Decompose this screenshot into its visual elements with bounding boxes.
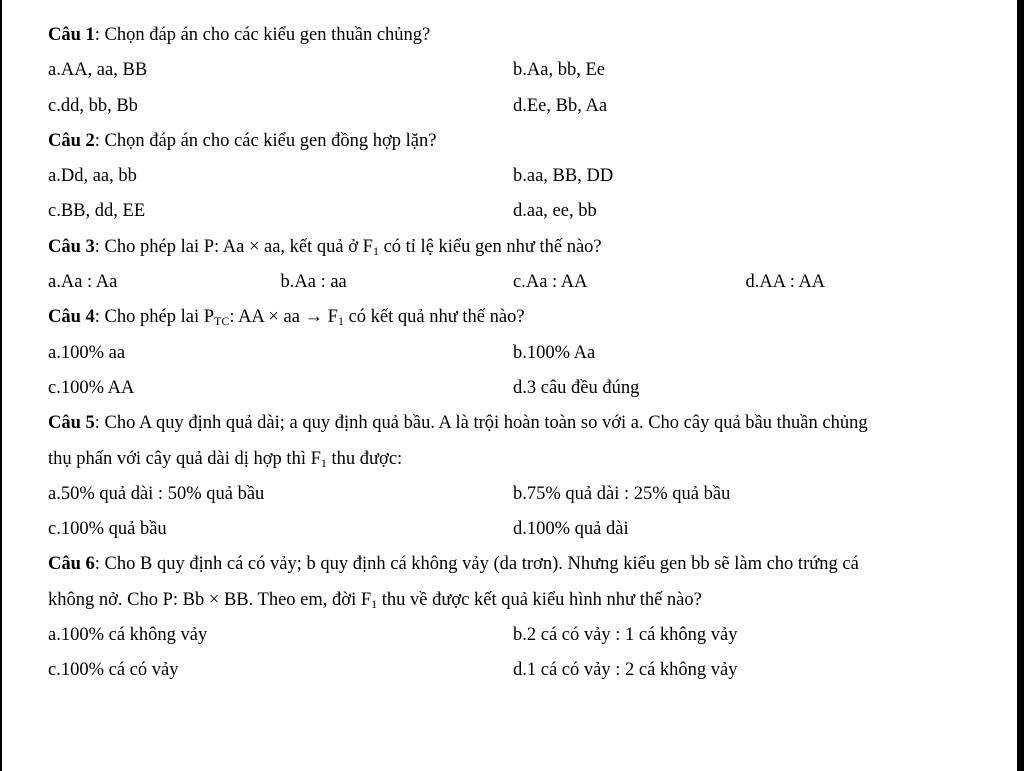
question-label: Câu 4 [48,307,95,328]
question-text: : Chọn đáp án cho các kiểu gen thuần chủng? [94,25,431,45]
option-d[interactable]: d.AA : AA [745,272,826,293]
question-text: có tỉ lệ kiểu gen như thế nào? [378,236,602,257]
subscript: TC [214,314,230,329]
option-c[interactable]: c.100% cá có vảy [48,660,179,681]
question-6-title-line2 [48,583,978,618]
options-row [48,265,978,300]
question-5-title [48,406,978,441]
question-2 [48,124,978,230]
question-text: thụ phấn với cây quả dài dị hợp thì F [48,448,321,469]
question-6-title [48,547,978,582]
question-4-title [48,300,978,335]
option-c[interactable]: c.dd, bb, Bb [48,95,138,116]
options-row [48,477,978,512]
option-a[interactable]: a.Aa : Aa [48,272,118,293]
question-text: : AA × aa → F [229,307,338,328]
question-label: Câu 6 [48,554,95,575]
subscript: 1 [320,455,327,470]
question-text: : Cho phép lai P: Aa × aa, kết quả ở F [94,236,373,257]
quiz-document [48,18,978,689]
option-d[interactable]: d.aa, ee, bb [513,201,597,222]
question-text: : Chọn đáp án cho các kiểu gen đồng hợp lặn? [94,130,437,151]
option-b[interactable]: b.100% Aa [513,342,596,363]
question-label: Câu 2 [48,130,95,151]
options-row [48,194,978,229]
option-c[interactable]: c.100% AA [48,377,135,398]
question-label: Câu 5 [48,413,95,434]
option-a[interactable]: a.100% aa [48,342,126,363]
option-d[interactable]: d.1 cá có vảy : 2 cá không vảy [513,660,738,681]
question-text: có kết quả như thế nào? [343,307,525,328]
question-5-title-line2 [48,442,978,477]
question-text: thu về được kết quả kiểu hình như thế nào? [377,589,702,610]
subscript: 1 [372,243,379,258]
question-label: Câu 1 [48,25,95,45]
option-c[interactable]: c.Aa : AA [513,272,588,293]
question-text: không nở. Cho P: Bb × BB. Theo em, đời F [48,589,372,610]
option-a[interactable]: a.50% quả dài : 50% quả bầu [48,483,265,504]
question-5 [48,406,978,547]
question-1-title [48,18,978,53]
options-row [48,336,978,371]
question-text: : Cho phép lai P [94,307,215,328]
options-row [48,89,978,124]
option-b[interactable]: b.Aa : aa [280,272,347,293]
option-b[interactable]: b.2 cá có vảy : 1 cá không vảy [513,625,738,646]
option-c[interactable]: c.100% quả bầu [48,519,167,540]
option-a[interactable]: a.Dd, aa, bb [48,166,137,187]
option-d[interactable]: d.3 câu đều đúng [513,377,640,398]
left-border [0,0,2,771]
question-3-title [48,230,978,265]
question-text: thu được: [326,448,403,469]
question-4 [48,300,978,406]
options-row [48,371,978,406]
right-border [1017,0,1024,771]
question-6 [48,547,978,688]
option-a[interactable]: a.100% cá không vảy [48,625,208,646]
option-d[interactable]: d.100% quả dài [513,519,629,540]
options-row [48,653,978,688]
option-a[interactable]: a.AA, aa, BB [48,60,148,81]
subscript: 1 [371,596,378,611]
question-2-title [48,124,978,159]
subscript: 1 [337,314,344,329]
question-3 [48,230,978,301]
option-b[interactable]: b.Aa, bb, Ee [513,60,605,81]
options-row [48,53,978,88]
option-c[interactable]: c.BB, dd, EE [48,201,146,222]
option-b[interactable]: b.aa, BB, DD [513,166,614,187]
question-text: : Cho A quy định quả dài; a quy định quả bầu. A là trội hoàn toàn so với a. Cho cây quả bầu thuần chủng [94,413,868,434]
option-b[interactable]: b.75% quả dài : 25% quả bầu [513,483,731,504]
options-row [48,618,978,653]
option-d[interactable]: d.Ee, Bb, Aa [513,95,608,116]
options-row [48,512,978,547]
question-label: Câu 3 [48,236,95,257]
question-1 [48,18,978,124]
options-row [48,159,978,194]
question-text: : Cho B quy định cá có vảy; b quy định cá không vảy (da trơn). Nhưng kiểu gen bb sẽ làm cho trứng cá [94,554,859,575]
